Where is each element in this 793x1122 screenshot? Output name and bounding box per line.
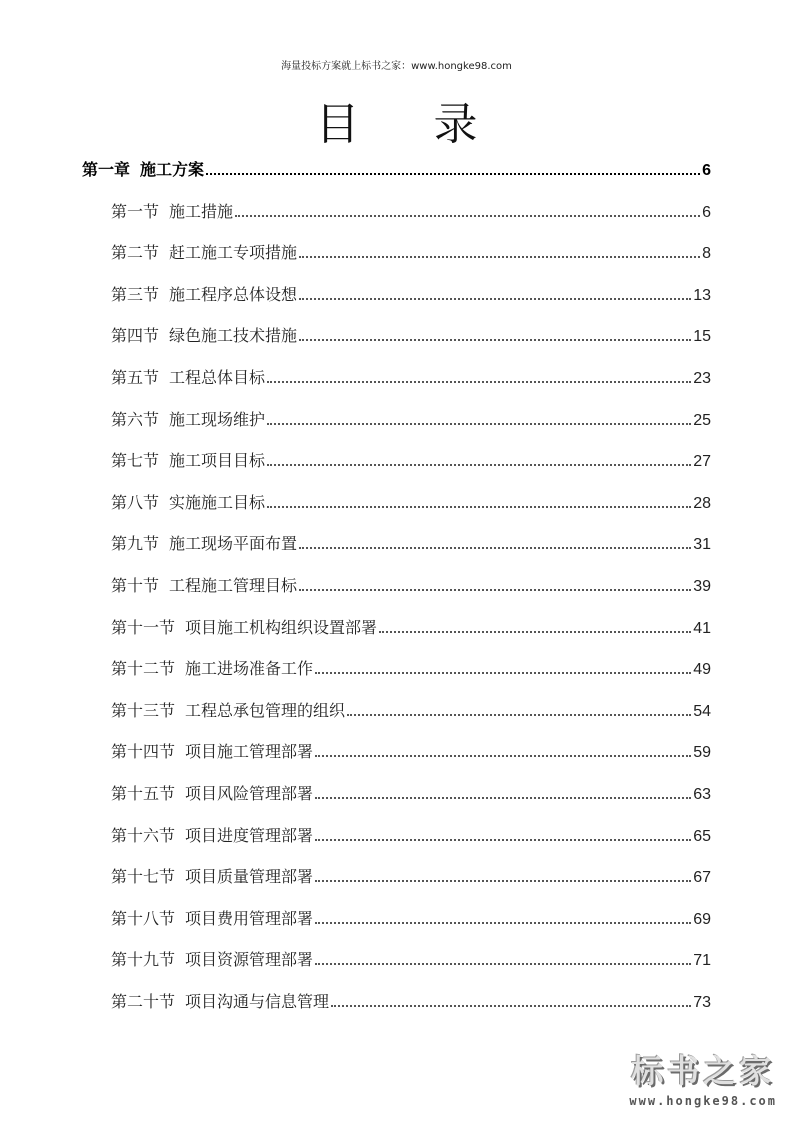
toc-entry-label	[111, 240, 297, 263]
toc-entry-page: 31	[693, 536, 711, 554]
dot-leader	[315, 672, 691, 674]
toc-entry-label	[111, 947, 313, 970]
dot-leader	[315, 963, 691, 965]
toc-entry-number: 第三节	[111, 284, 160, 304]
dot-leader	[299, 256, 700, 258]
toc-section-entry[interactable]	[82, 804, 711, 846]
toc-entry-number: 第四节	[111, 326, 160, 346]
toc-entry-number: 第十三节	[111, 700, 176, 720]
toc-entry-title: 项目进度管理部署	[185, 825, 314, 845]
toc-entry-title: 项目风险管理部署	[185, 783, 314, 803]
dot-leader	[379, 631, 691, 633]
toc-entry-page: 41	[693, 619, 711, 637]
toc-section-entry[interactable]	[82, 638, 711, 680]
toc-entry-page: 71	[693, 952, 711, 970]
toc-entry-number: 第十六节	[111, 825, 176, 845]
toc-entry-title: 施工措施	[169, 201, 234, 221]
toc-entry-title: 工程施工管理目标	[169, 575, 298, 595]
dot-leader	[299, 589, 691, 591]
dot-leader	[206, 173, 700, 175]
toc-entry-title: 赶工施工专项措施	[169, 243, 298, 263]
page-title: 目 录	[315, 99, 508, 150]
toc-entry-page: 15	[693, 328, 711, 346]
dot-leader	[267, 506, 691, 508]
toc-entry-page: 69	[693, 910, 711, 928]
toc-entry-number: 第二十节	[111, 991, 176, 1011]
dot-leader	[315, 839, 691, 841]
toc-entry-title: 施工程序总体设想	[169, 284, 298, 304]
toc-section-entry[interactable]	[82, 721, 711, 763]
toc-section-entry[interactable]	[82, 513, 711, 555]
toc-section-entry[interactable]	[82, 596, 711, 638]
toc-entry-label	[111, 490, 265, 513]
dot-leader	[299, 298, 691, 300]
toc-section-entry[interactable]	[82, 222, 711, 264]
dot-leader	[267, 381, 691, 383]
toc-entry-label	[111, 739, 313, 762]
toc-entry-page: 54	[693, 702, 711, 720]
toc-section-entry[interactable]	[82, 388, 711, 430]
dot-leader	[267, 464, 691, 466]
toc-entry-number: 第十五节	[111, 783, 176, 803]
toc-entry-label	[111, 781, 313, 804]
toc-entry-page: 27	[693, 453, 711, 471]
toc-entry-page: 6	[702, 162, 711, 179]
toc-entry-title: 项目施工管理部署	[185, 742, 314, 762]
dot-leader	[299, 339, 691, 341]
toc-section-entry[interactable]	[82, 263, 711, 305]
page-header: 海量投标方案就上标书之家：www.hongke98.com	[281, 61, 512, 72]
toc-entry-label	[111, 989, 329, 1012]
dot-leader	[331, 1005, 691, 1007]
toc-entry-page: 23	[693, 369, 711, 387]
toc-entry-number: 第七节	[111, 451, 160, 471]
toc-entry-number: 第十八节	[111, 908, 176, 928]
toc-entry-page: 49	[693, 661, 711, 679]
dot-leader	[347, 714, 691, 716]
toc-entry-title: 施工项目目标	[169, 451, 266, 471]
toc-entry-title: 施工方案	[140, 160, 205, 179]
toc-entry-number: 第六节	[111, 409, 160, 429]
toc-entry-page: 67	[693, 869, 711, 887]
toc-entry-number: 第九节	[111, 534, 160, 554]
dot-leader	[315, 797, 691, 799]
toc-section-entry[interactable]	[82, 554, 711, 596]
toc-entry-label	[111, 531, 297, 554]
toc-entry-number: 第一章	[82, 160, 131, 179]
toc-entry-number: 第五节	[111, 367, 160, 387]
toc-entry-label	[111, 823, 313, 846]
toc-section-entry[interactable]	[82, 305, 711, 347]
toc-entry-title: 项目资源管理部署	[185, 950, 314, 970]
toc-entry-label	[111, 448, 265, 471]
toc-entry-label	[111, 365, 265, 388]
toc-entry-label	[111, 282, 297, 305]
toc-entry-title: 实施施工目标	[169, 492, 266, 512]
table-of-contents	[82, 154, 711, 1012]
toc-section-entry[interactable]	[82, 430, 711, 472]
toc-entry-label	[111, 407, 265, 430]
toc-entry-page: 63	[693, 785, 711, 803]
toc-entry-number: 第十四节	[111, 742, 176, 762]
dot-leader	[235, 215, 700, 217]
toc-entry-page: 13	[693, 286, 711, 304]
toc-entry-number: 第十七节	[111, 867, 176, 887]
toc-entry-label	[111, 615, 377, 638]
toc-section-entry[interactable]	[82, 762, 711, 804]
toc-entry-number: 第八节	[111, 492, 160, 512]
toc-entry-page: 25	[693, 411, 711, 429]
toc-entry-page: 73	[693, 993, 711, 1011]
toc-entry-page: 8	[702, 245, 711, 263]
toc-section-entry[interactable]	[82, 970, 711, 1012]
dot-leader	[267, 423, 691, 425]
toc-entry-label	[111, 199, 233, 222]
toc-entry-label	[111, 656, 313, 679]
toc-section-entry[interactable]	[82, 846, 711, 888]
toc-entry-label	[111, 698, 345, 721]
dot-leader	[299, 547, 691, 549]
toc-entry-label	[111, 323, 297, 346]
dot-leader	[315, 880, 691, 882]
toc-section-entry[interactable]	[82, 471, 711, 513]
toc-entry-title: 绿色施工技术措施	[169, 326, 298, 346]
toc-entry-number: 第二节	[111, 243, 160, 263]
toc-chapter-entry[interactable]	[82, 154, 711, 180]
toc-entry-number: 第十节	[111, 575, 160, 595]
logo-text: 标书之家	[631, 1052, 776, 1090]
watermark-logo	[629, 1046, 777, 1108]
dot-leader	[315, 755, 691, 757]
toc-entry-title: 工程总承包管理的组织	[185, 700, 346, 720]
toc-section-entry[interactable]	[82, 929, 711, 971]
toc-entry-label	[111, 573, 297, 596]
toc-entry-title: 项目费用管理部署	[185, 908, 314, 928]
toc-entry-label	[82, 157, 204, 180]
toc-entry-title: 项目质量管理部署	[185, 867, 314, 887]
toc-entry-title: 项目施工机构组织设置部署	[185, 617, 378, 637]
toc-section-entry[interactable]	[82, 180, 711, 222]
toc-section-entry[interactable]	[82, 887, 711, 929]
toc-entry-title: 施工现场平面布置	[169, 534, 298, 554]
toc-entry-title: 施工进场准备工作	[185, 659, 314, 679]
logo-url: www.hongke98.com	[629, 1094, 777, 1108]
toc-entry-label	[111, 906, 313, 929]
toc-entry-number: 第十九节	[111, 950, 176, 970]
toc-entry-number: 第十一节	[111, 617, 176, 637]
toc-entry-title: 项目沟通与信息管理	[185, 991, 330, 1011]
toc-entry-page: 65	[693, 827, 711, 845]
toc-entry-page: 6	[702, 203, 711, 221]
toc-section-entry[interactable]	[82, 346, 711, 388]
dot-leader	[315, 922, 691, 924]
toc-entry-page: 59	[693, 744, 711, 762]
toc-entry-page: 39	[693, 577, 711, 595]
toc-entry-title: 工程总体目标	[169, 367, 266, 387]
toc-entry-label	[111, 864, 313, 887]
toc-entry-title: 施工现场维护	[169, 409, 266, 429]
toc-entry-number: 第一节	[111, 201, 160, 221]
toc-entry-page: 28	[693, 494, 711, 512]
toc-entry-number: 第十二节	[111, 659, 176, 679]
toc-section-entry[interactable]	[82, 679, 711, 721]
